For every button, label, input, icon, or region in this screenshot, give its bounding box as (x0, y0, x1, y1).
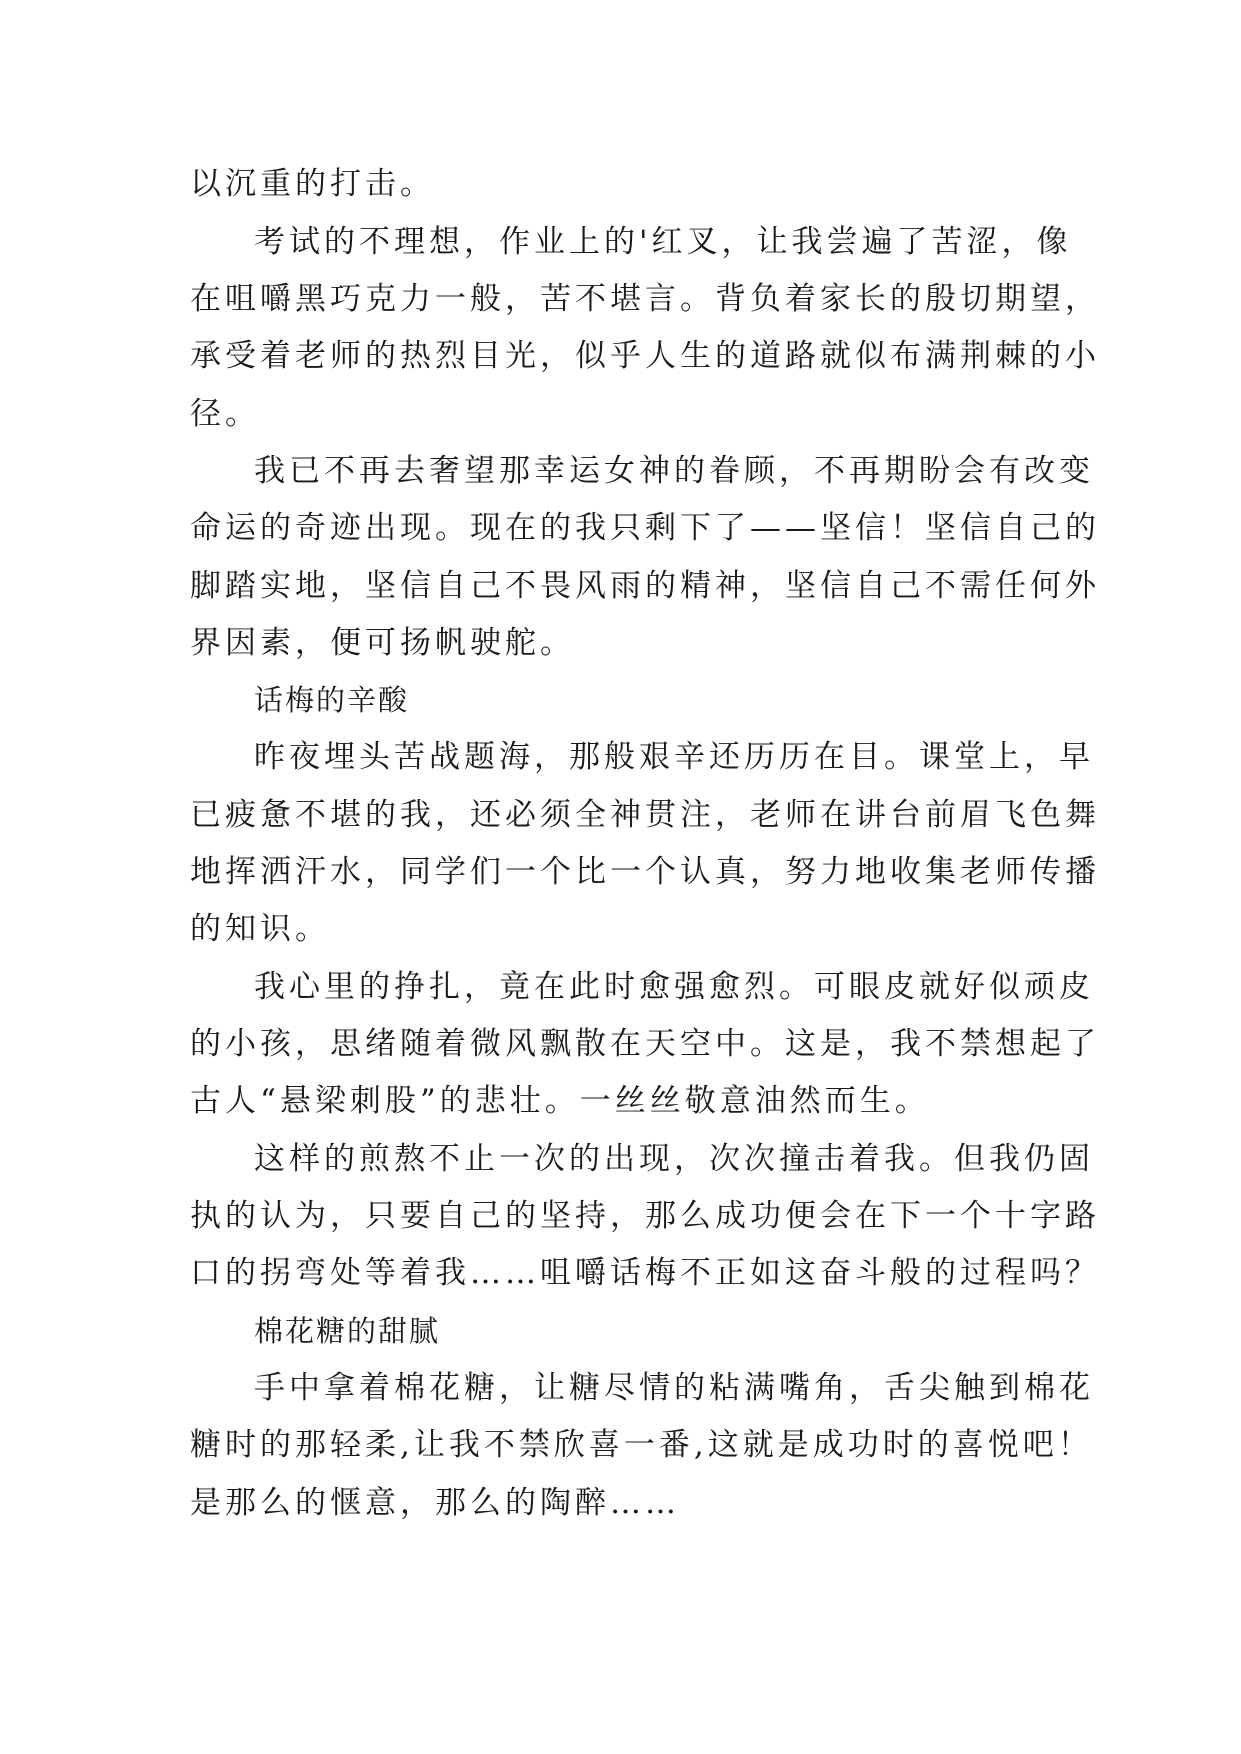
text-line: 界因素，便可扬帆驶舵。 (190, 625, 575, 661)
paragraph-first-line: 这样的煎熬不止一次的出现，次次撞击着我。但我仍固 (254, 1141, 1094, 1177)
text-line: 的小孩，思绪随着微风飘散在天空中。这是，我不禁想起了 (190, 1026, 1100, 1062)
paragraph-first-line: 我心里的挣扎，竟在此时愈强愈烈。可眼皮就好似顽皮 (254, 969, 1094, 1005)
text-line: 口的拐弯处等着我……咀嚼话梅不正如这奋斗般的过程吗？ (190, 1255, 1100, 1291)
text-line: 的知识。 (190, 911, 330, 947)
paragraph-first-line: 手中拿着棉花糖，让糖尽情的粘满嘴角，舌尖触到棉花 (254, 1370, 1094, 1406)
section-heading: 棉花糖的甜腻 (254, 1314, 441, 1348)
text-line: 以沉重的打击。 (190, 166, 435, 202)
section-heading: 话梅的辛酸 (254, 683, 410, 717)
text-line: 脚踏实地，坚信自己不畏风雨的精神，坚信自己不需任何外 (190, 568, 1100, 604)
text-line: 在咀嚼黑巧克力一般，苦不堪言。背负着家长的殷切期望， (190, 281, 1100, 317)
text-line: 承受着老师的热烈目光，似乎人生的道路就似布满荆棘的小 (190, 338, 1100, 374)
text-line: 径。 (190, 396, 260, 432)
paragraph-first-line: 我已不再去奢望那幸运女神的眷顾，不再期盼会有改变 (254, 453, 1094, 489)
text-line: 古人“悬梁刺股”的悲壮。一丝丝敬意油然而生。 (190, 1083, 930, 1119)
text-line: 地挥洒汗水，同学们一个比一个认真，努力地收集老师传播 (190, 854, 1100, 890)
paragraph-first-line: 昨夜埋头苦战题海，那般艰辛还历历在目。课堂上，早 (254, 739, 1094, 775)
text-line: 糖时的那轻柔,让我不禁欣喜一番,这就是成功时的喜悦吧！ (190, 1427, 1093, 1463)
text-line: 命运的奇迹出现。现在的我只剩下了——坚信！坚信自己的 (190, 510, 1100, 546)
text-line: 是那么的惬意，那么的陶醉…… (190, 1485, 680, 1521)
text-line: 已疲惫不堪的我，还必须全神贯注，老师在讲台前眉飞色舞 (190, 797, 1100, 833)
text-line: 执的认为，只要自己的坚持，那么成功便会在下一个十字路 (190, 1198, 1100, 1234)
paragraph-first-line: 考试的不理想，作业上的'红叉，让我尝遍了苦涩，像 (254, 224, 1072, 260)
